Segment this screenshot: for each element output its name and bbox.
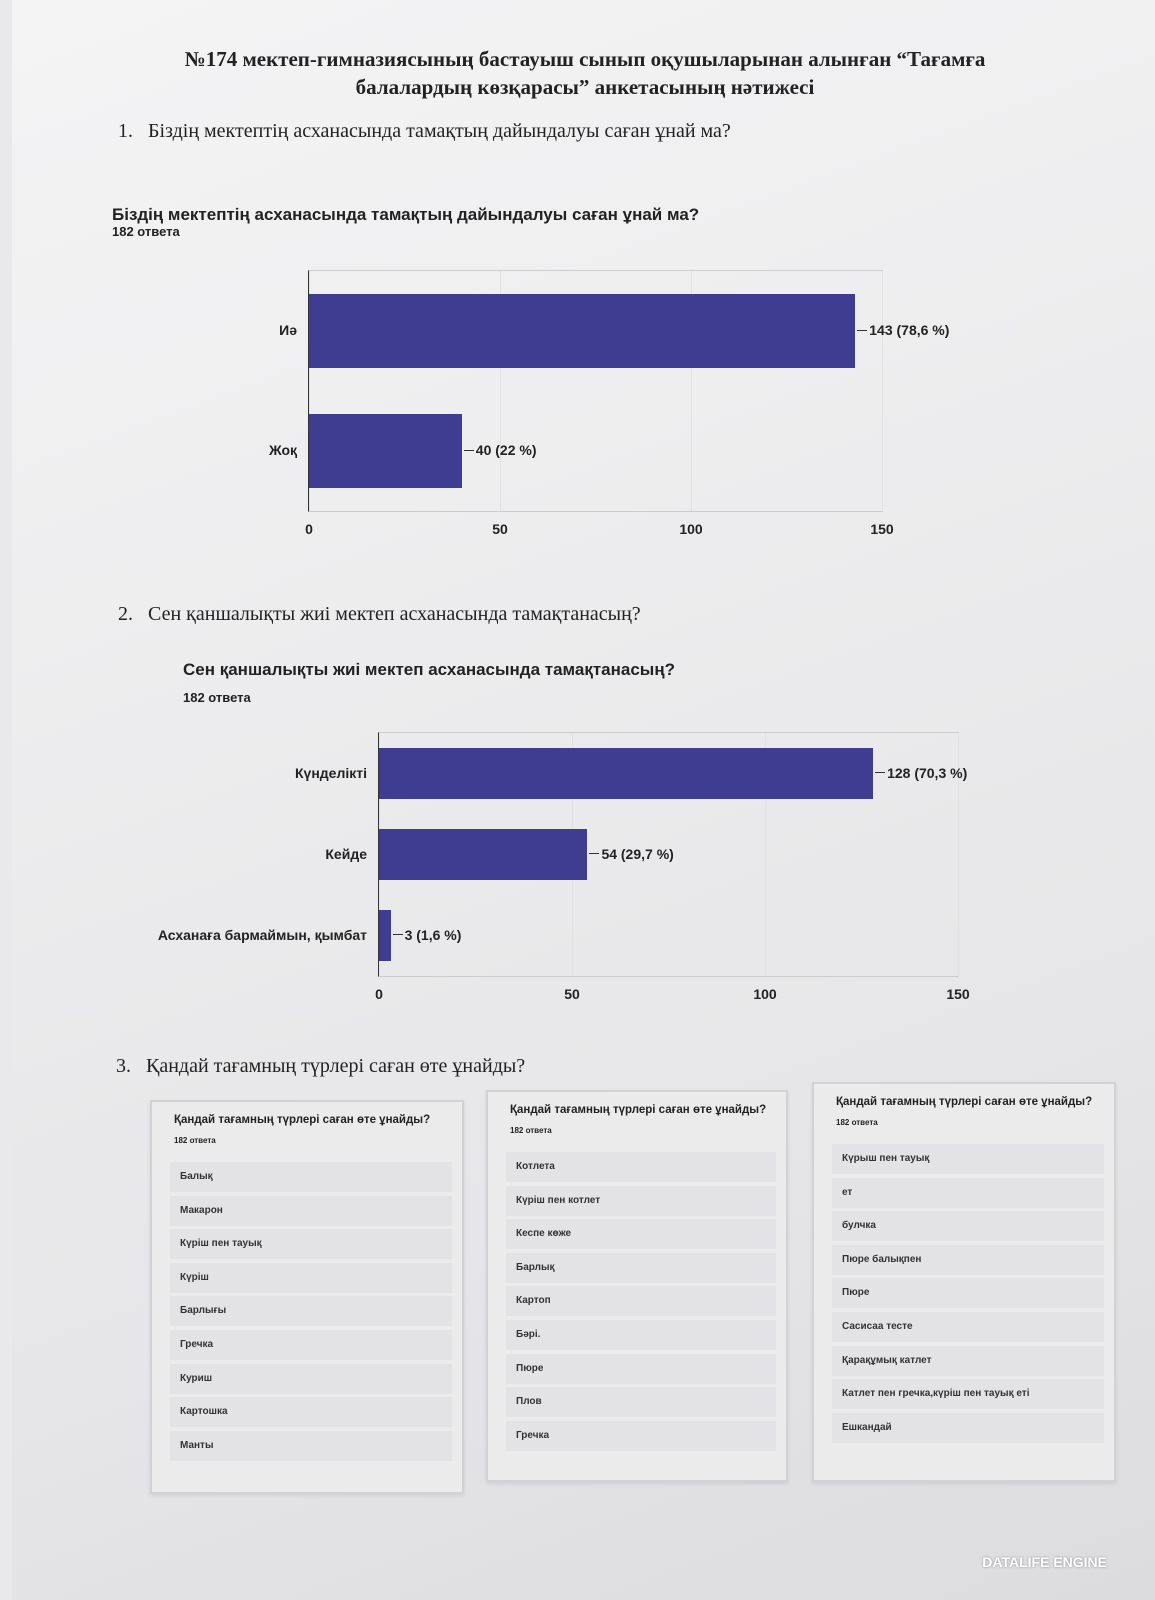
answers-card-3 <box>812 1082 1116 1482</box>
watermark: DATALIFE ENGINE <box>982 1554 1107 1570</box>
answer-item: Макарон <box>170 1196 452 1226</box>
answer-item: Кеспе көже <box>506 1219 776 1249</box>
card-count: 182 ответа <box>174 1136 216 1145</box>
answers-card-1 <box>150 1100 464 1494</box>
question-2 <box>118 603 641 626</box>
category-label: Иә <box>279 322 297 338</box>
bar <box>379 910 391 960</box>
answer-item: Балық <box>170 1162 452 1192</box>
answer-item: Бәрі. <box>506 1320 776 1350</box>
bar-value-label: 128 (70,3 %) <box>875 765 967 781</box>
question-text: Қандай тағамның түрлері саған өте ұнайды? <box>146 1055 526 1077</box>
bar <box>309 414 462 488</box>
x-tick-label: 150 <box>946 986 970 1002</box>
category-label: Күнделікті <box>295 764 367 781</box>
bar <box>379 829 587 879</box>
answer-item: Ешкандай <box>832 1413 1104 1443</box>
chart-1-plot <box>268 270 950 537</box>
bar-value-label: 143 (78,6 %) <box>857 322 949 338</box>
chart-1-response-count: 182 ответа <box>112 224 180 239</box>
chart-2-response-count: 182 ответа <box>183 690 251 705</box>
card-title: Қандай тағамның түрлері саған өте ұнайды? <box>836 1096 1093 1108</box>
category-label: Жоқ <box>268 442 297 458</box>
question-text: Біздің мектептің асханасында тамақтың дайындалуы саған ұнай ма? <box>148 120 731 142</box>
answer-item: Манты <box>170 1431 452 1461</box>
answer-item: Пюре балықпен <box>832 1245 1104 1275</box>
answer-item: Гречка <box>170 1330 452 1360</box>
answers-card-2 <box>486 1090 788 1482</box>
chart-1-title: Біздің мектептің асханасында тамақтың дайындалуы саған ұнай ма? <box>112 205 700 224</box>
x-tick-label: 0 <box>375 986 383 1002</box>
answer-item: Картошка <box>170 1397 452 1427</box>
x-tick-label: 150 <box>870 521 894 537</box>
question-text: Сен қаншалықты жиі мектеп асханасында тамақтанасың? <box>148 603 641 625</box>
answer-item: Гречка <box>506 1421 776 1451</box>
document-title: №174 мектеп-гимназиясының бастауыш сынып оқушыларынан алынған “Тағамға балалардың көзқарасы” анкетасының нәтижесі <box>184 47 986 99</box>
chart-2-title: Сен қаншалықты жиі мектеп асханасында тамақтанасың? <box>183 660 675 679</box>
answer-item: Сасисаа тесте <box>832 1312 1104 1342</box>
bar <box>309 294 855 368</box>
card-title: Қандай тағамның түрлері саған өте ұнайды? <box>510 1104 767 1116</box>
answer-item: ет <box>832 1178 1104 1208</box>
category-label: Асханаға бармаймын, қымбат <box>157 926 367 943</box>
question-number: 3. <box>116 1055 131 1077</box>
answer-item: Картоп <box>506 1286 776 1316</box>
answer-item: булчка <box>832 1211 1104 1241</box>
question-number: 2. <box>118 603 133 625</box>
question-1 <box>118 120 731 143</box>
x-tick-label: 100 <box>679 521 703 537</box>
answer-item: Барлық <box>506 1253 776 1283</box>
answer-item: Куриш <box>170 1364 452 1394</box>
answer-item: Котлета <box>506 1152 776 1182</box>
x-tick-label: 100 <box>753 986 777 1002</box>
answer-item: Күрыш пен тауық <box>832 1144 1104 1174</box>
answer-item: Қарақұмық катлет <box>832 1346 1104 1376</box>
bar-value-label: 54 (29,7 %) <box>589 846 673 862</box>
gridline <box>882 271 883 511</box>
card-title: Қандай тағамның түрлері саған өте ұнайды? <box>174 1114 431 1126</box>
bar <box>379 748 873 798</box>
answer-item: Плов <box>506 1387 776 1417</box>
x-tick-label: 50 <box>564 986 580 1002</box>
chart-2-plot <box>157 732 970 1002</box>
answer-item: Күріш пен тауық <box>170 1229 452 1259</box>
card-count: 182 ответа <box>510 1126 552 1135</box>
category-label: Кейде <box>325 845 367 862</box>
bar-value-label: 40 (22 %) <box>464 442 537 458</box>
answer-item: Пюре <box>506 1354 776 1384</box>
answer-item: Барлығы <box>170 1296 452 1326</box>
answer-item: Катлет пен гречка,күріш пен тауық еті <box>832 1379 1104 1409</box>
x-tick-label: 0 <box>305 521 313 537</box>
card-count: 182 ответа <box>836 1118 878 1127</box>
x-tick-label: 50 <box>492 521 508 537</box>
question-3 <box>116 1055 525 1078</box>
answer-item: Күріш <box>170 1263 452 1293</box>
question-number: 1. <box>118 120 133 142</box>
answer-item: Күріш пен котлет <box>506 1186 776 1216</box>
bar-value-label: 3 (1,6 %) <box>393 927 462 943</box>
answer-item: Пюре <box>832 1278 1104 1308</box>
